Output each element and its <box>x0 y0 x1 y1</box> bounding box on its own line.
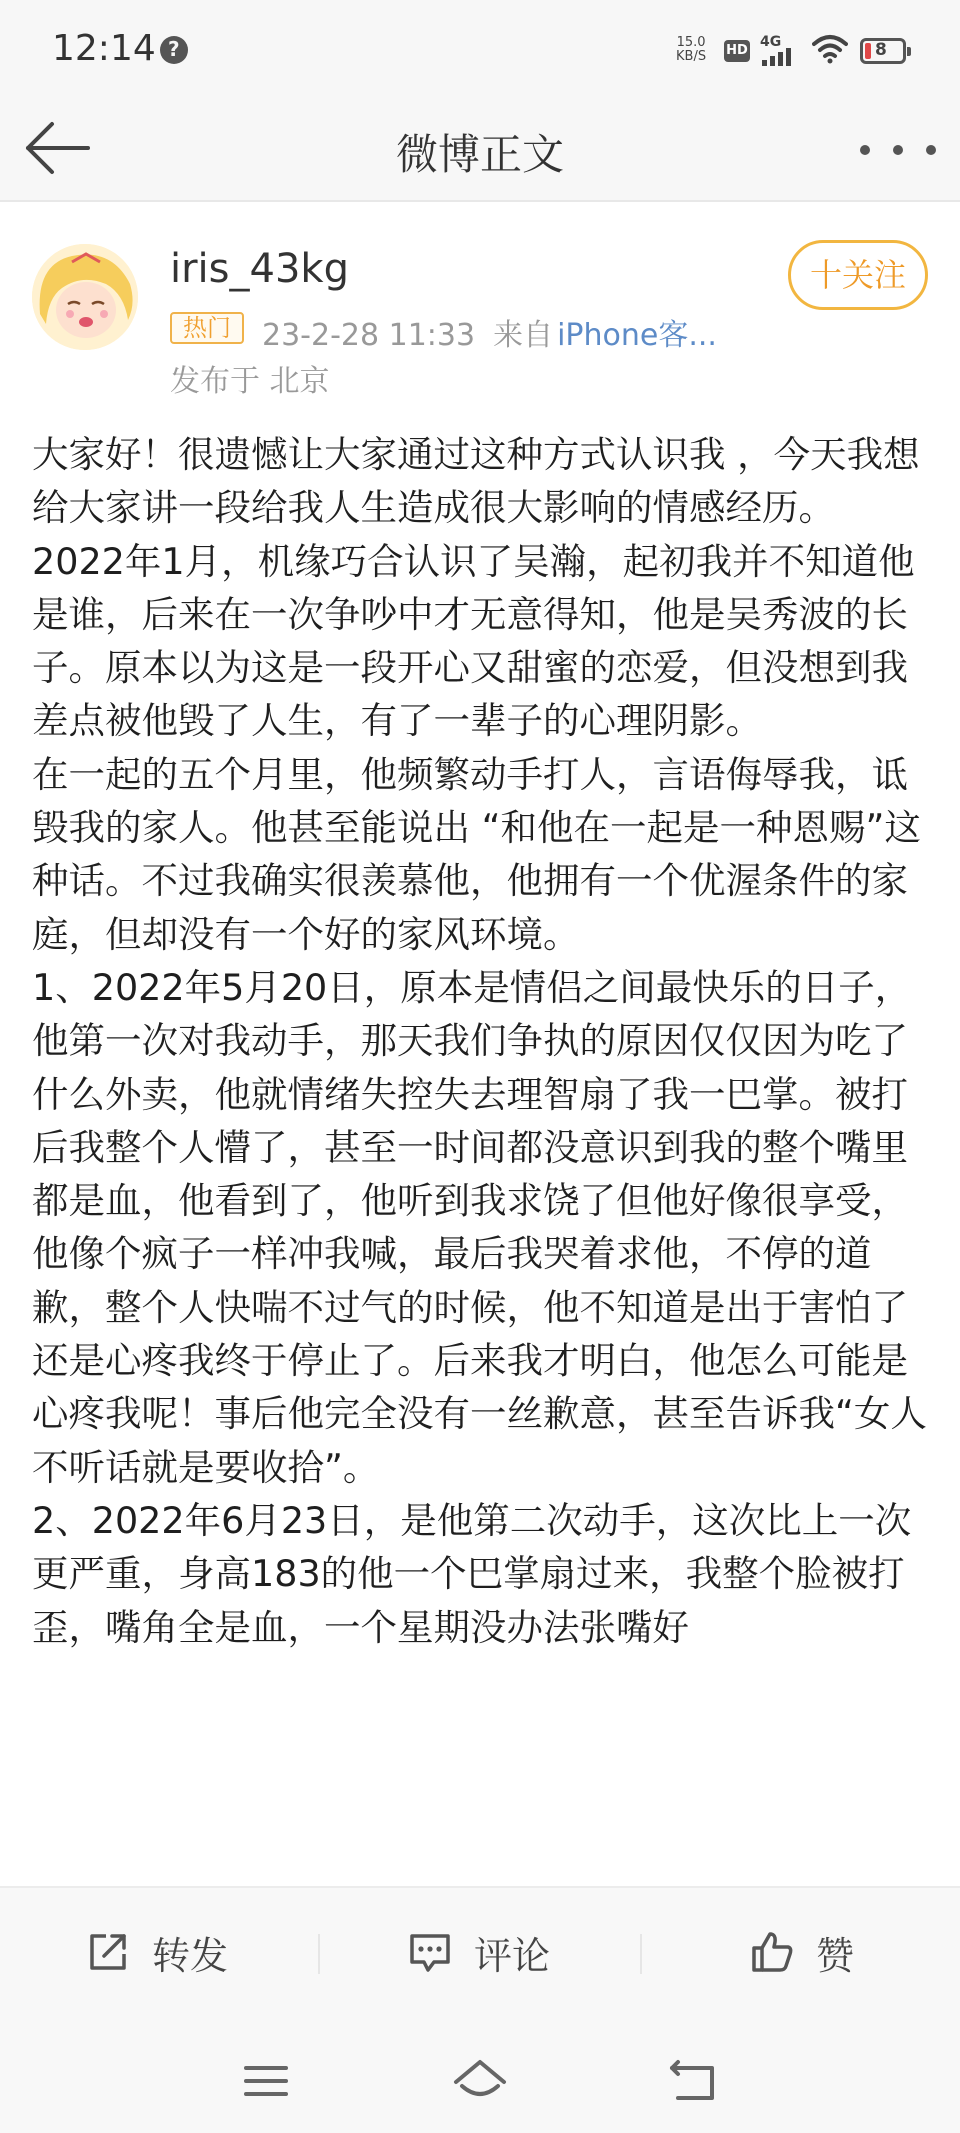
divider <box>318 1934 320 1974</box>
signal-icon <box>762 48 791 66</box>
battery-level: 8 <box>875 40 887 60</box>
post-source-link[interactable]: iPhone客... <box>557 318 717 353</box>
post-paragraph: 2、2022年6月23日，是他第二次动手，这次比上一次更严重，身高183的他一个巴掌扇过来，我整个脸被打歪，嘴角全是血，一个星期没办法张嘴好 <box>32 1498 912 1649</box>
network-speed <box>676 36 706 64</box>
help-circle-icon <box>160 36 188 64</box>
follow-button[interactable]: 十关注 <box>788 240 928 310</box>
post-location: 发布于 北京 <box>170 364 330 399</box>
repost-icon <box>86 1930 130 1974</box>
status-time: 12:14 <box>52 28 156 69</box>
network-speed-value: 15.0 <box>676 35 706 50</box>
comment-label: 评论 <box>474 1933 551 1978</box>
network-type: 4G <box>760 34 782 50</box>
post-body <box>32 428 932 1654</box>
comment-icon <box>408 1930 452 1974</box>
system-nav-bar <box>0 2026 960 2133</box>
battery-fill <box>865 43 871 59</box>
avatar-image <box>32 244 138 350</box>
hd-icon: HD <box>724 40 750 62</box>
post-paragraph: 大家好！很遗憾让大家通过这种方式认识我 ，今天我想给大家讲一段给我人生造成很大影响的情感经历。 <box>32 433 920 530</box>
post-paragraph: 1、2022年5月20日，原本是情侣之间最快乐的日子，他第一次对我动手，那天我们争执的原因仅仅因为吃了什么外卖，他就情绪失控失去理智扇了我一巴掌。被打后我整个人懵了，甚至一时间都没意识到我的整个嘴里都是血，他看到了，他听到我求饶了但他好像很享受，他像个疯子一样冲我喊，最后我哭着求他，不停的道歉，整个人快喘不过气的时候，他不知道是出于害怕了还是心疼我终于停止了。后来我才明白，他怎么可能是心疼我呢！事后他完全没有一丝歉意，甚至告诉我“女人不听话就是要收拾”。 <box>32 965 927 1489</box>
divider <box>640 1934 642 1974</box>
network-speed-unit: KB/S <box>676 49 707 64</box>
menu-icon[interactable] <box>236 2056 296 2106</box>
action-bar <box>0 1886 960 2028</box>
comment-button[interactable] <box>408 1924 550 1980</box>
page-title: 微博正文 <box>395 130 564 179</box>
repost-button[interactable] <box>86 1924 228 1980</box>
wifi-icon <box>812 34 848 64</box>
post-paragraph: 在一起的五个月里，他频繁动手打人，言语侮辱我，诋毁我的家人。他甚至能说出 “和他在一起是一种恩赐”这种话。不过我确实很羡慕他，他拥有一个优渥条件的家庭，但却没有一个好的家风环境。 <box>32 752 921 956</box>
username[interactable]: iris_43kg <box>170 246 349 292</box>
avatar[interactable] <box>32 244 138 350</box>
repost-label: 转发 <box>152 1933 229 1978</box>
home-icon[interactable] <box>450 2056 510 2106</box>
like-label: 赞 <box>816 1933 855 1978</box>
like-button[interactable] <box>750 1924 854 1980</box>
back-icon[interactable] <box>664 2056 724 2106</box>
post-meta <box>262 310 717 354</box>
hot-badge: 热门 <box>170 312 244 344</box>
source-prefix: 来自 <box>493 318 554 353</box>
status-bar <box>0 0 960 100</box>
nav-bar <box>0 100 960 202</box>
post-timestamp: 23-2-28 11:33 <box>262 318 476 353</box>
post-paragraph: 2022年1月，机缘巧合认识了吴瀚，起初我并不知道他是谁，后来在一次争吵中才无意得知，他是吴秀波的长子。原本以为这是一段开心又甜蜜的恋爱，但没想到我差点被他毁了人生，有了一辈子的心理阴影。 <box>32 539 915 743</box>
like-icon <box>750 1930 794 1974</box>
battery-icon <box>860 38 906 64</box>
more-icon[interactable] <box>860 128 936 172</box>
